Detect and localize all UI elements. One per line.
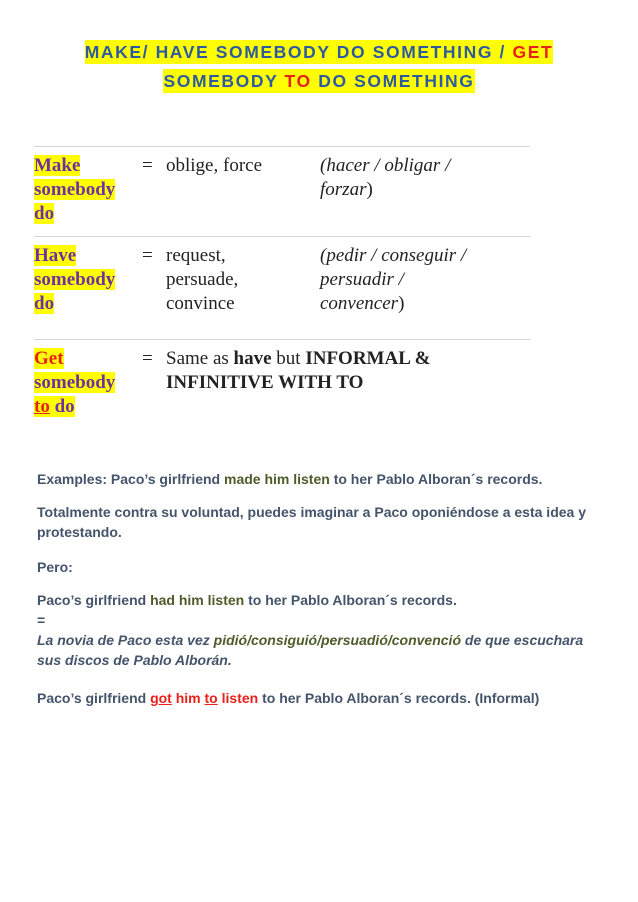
translation-paragraph: La novia de Paco esta vez pidió/consiguió/persuadió/convenció de que escuchara sus discos de Pablo Alborán. <box>37 632 584 668</box>
definition-row-make <box>34 146 530 236</box>
definitions-table <box>34 146 530 445</box>
title-line-2: SOMEBODY TO DO SOMETHING <box>163 71 475 91</box>
equals-line: = <box>37 612 46 628</box>
pero-label: Pero: <box>37 559 73 575</box>
term-get: Get somebody to do <box>34 348 116 417</box>
spanish-have: (pedir / conseguir / persuadir / convencer) <box>320 245 467 314</box>
definition-row-get <box>34 339 530 445</box>
get-example-line: Paco’s girlfriend got him to listen to her Pablo Alboran´s records. (Informal) <box>37 690 540 706</box>
examples-line: Examples: Paco’s girlfriend made him listen to her Pablo Alboran´s records. <box>37 471 543 487</box>
have-example-line: Paco’s girlfriend had him listen to her Pablo Alboran´s records. <box>37 592 457 608</box>
page-title <box>40 38 598 96</box>
explanation-paragraph: Totalmente contra su voluntad, puedes imaginar a Paco oponiéndose a esta idea y protestando. <box>37 504 586 540</box>
equals-sign: = <box>142 155 153 176</box>
term-make: Make somebody do <box>34 155 116 224</box>
meaning-have: request, persuade, convince <box>166 245 239 314</box>
definition-row-have <box>34 236 530 339</box>
term-have: Have somebody do <box>34 245 116 314</box>
meaning-get: Same as have but INFORMAL & INFINITIVE WITH TO <box>166 348 431 393</box>
meaning-make: oblige, force <box>166 155 263 176</box>
equals-sign: = <box>142 348 153 369</box>
title-line-1: MAKE/ HAVE SOMEBODY DO SOMETHING / GET <box>84 42 554 62</box>
spanish-make: (hacer / obligar / forzar) <box>320 155 451 200</box>
equals-sign: = <box>142 245 153 266</box>
